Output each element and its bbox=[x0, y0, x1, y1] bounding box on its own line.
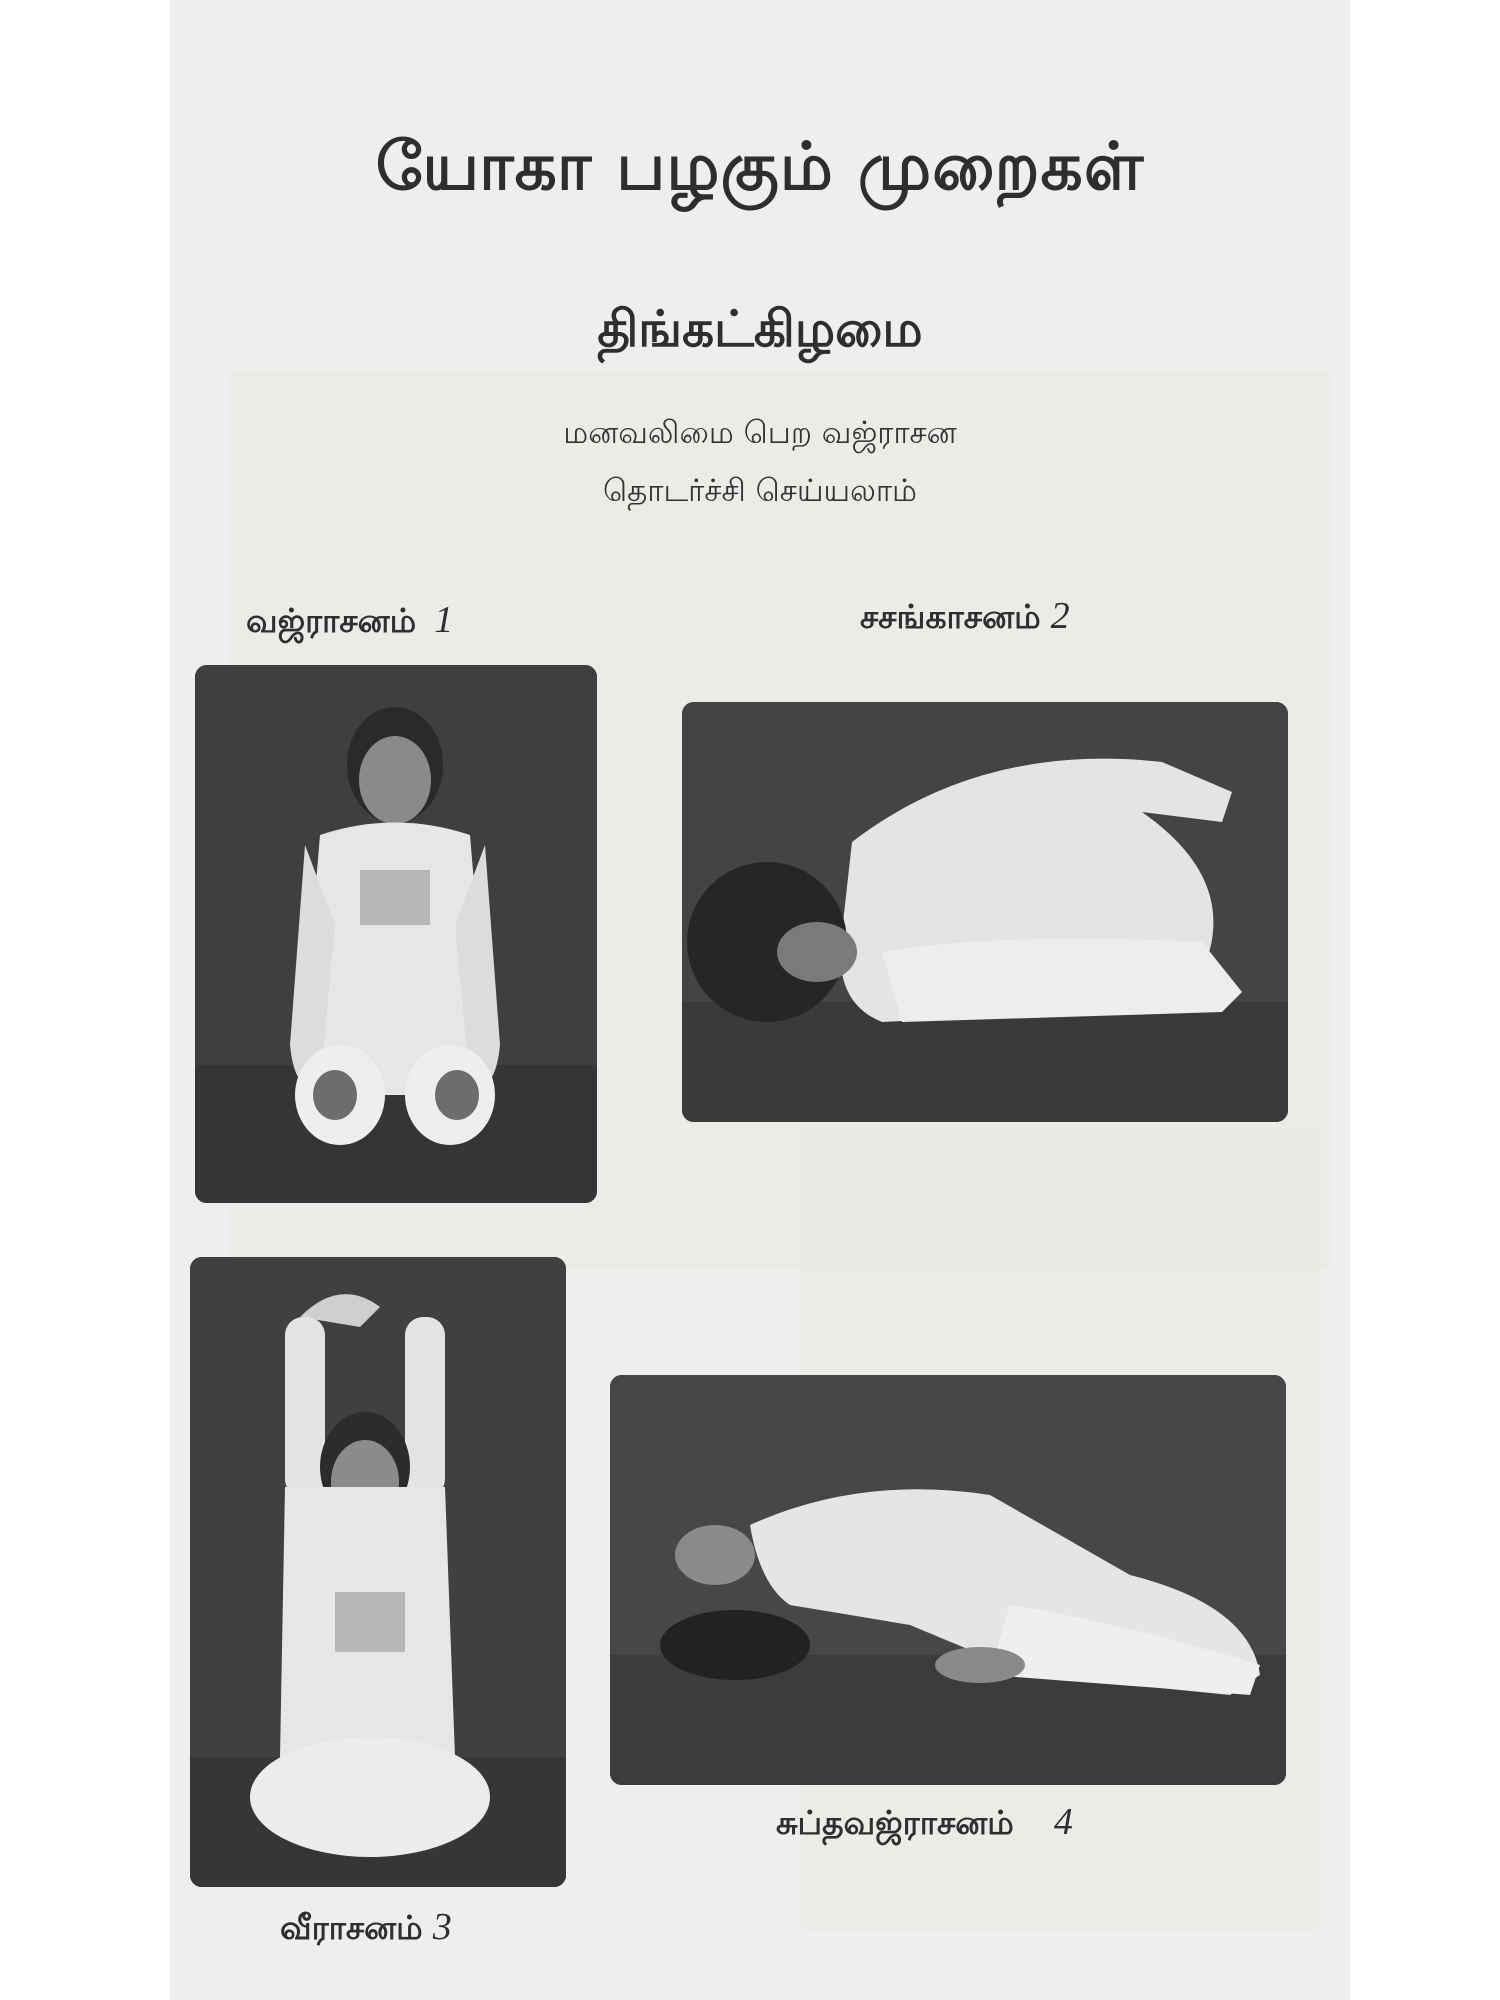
pose-caption-1 bbox=[246, 598, 453, 645]
pose-name: வீராசனம் bbox=[280, 1908, 423, 1947]
pose-name: சுப்தவஜ்ராசனம் bbox=[776, 1803, 1014, 1842]
pose-photo-1 bbox=[195, 665, 597, 1203]
pose-number: 3 bbox=[432, 1906, 452, 1948]
page-title: யோகா பழகும் முறைகள் bbox=[375, 128, 1145, 205]
pose-caption-4 bbox=[776, 1800, 1073, 1847]
pose-photo-4 bbox=[610, 1375, 1286, 1785]
pose-number: 4 bbox=[1053, 1801, 1073, 1843]
description-line-1: மனவலிமை பெற வஜ்ராசன bbox=[563, 415, 957, 451]
day-heading: திங்கட்கிழமை bbox=[597, 300, 923, 358]
pose-number: 2 bbox=[1050, 595, 1070, 637]
pose-number: 1 bbox=[434, 599, 454, 641]
pose-name: வஜ்ராசனம் bbox=[246, 601, 417, 640]
pose-caption-2 bbox=[860, 594, 1070, 641]
pose-photo-2 bbox=[682, 702, 1288, 1122]
pose-caption-3 bbox=[280, 1905, 452, 1952]
pose-photo-3 bbox=[190, 1257, 566, 1887]
description-line-2: தொடர்ச்சி செய்யலாம் bbox=[602, 473, 917, 509]
pose-name: சசங்காசனம் bbox=[860, 597, 1041, 636]
